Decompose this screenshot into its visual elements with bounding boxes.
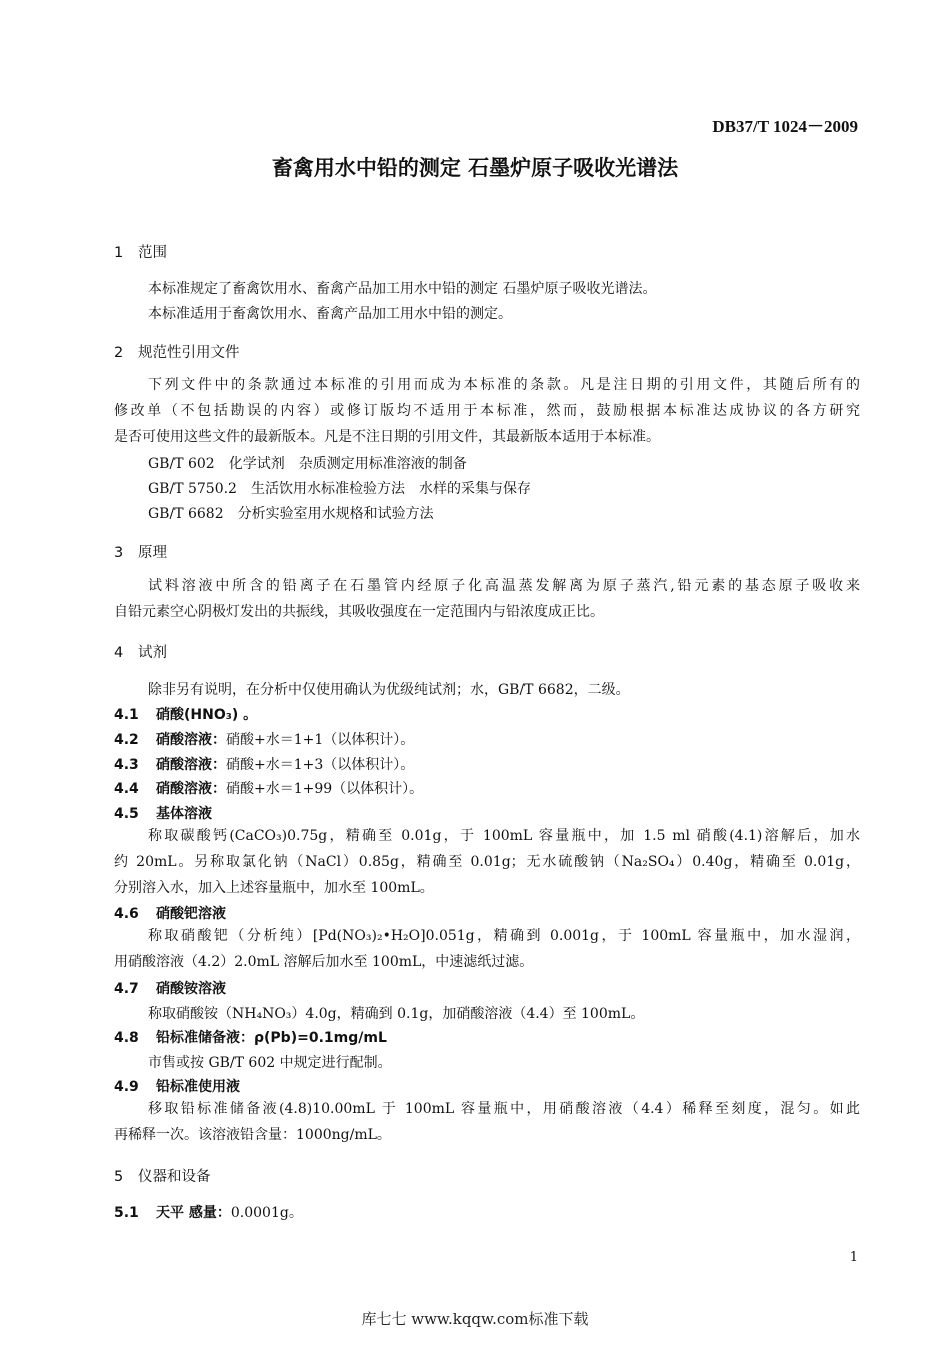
paragraph: 市售或按 GB/T 602 中规定进行配制。 [148, 1055, 392, 1071]
paragraph-line: 称取碳酸钙(CaCO₃)0.75g，精确至 0.01g，于 100mL 容量瓶中，加 1.5 ml 硝酸(4.1)溶解后，加水 [148, 828, 860, 844]
clause-text: 0.0001g。 [230, 1205, 303, 1221]
clause-title: 硝酸溶液： [156, 781, 226, 797]
clause-number: 4.5 [114, 806, 139, 822]
paragraph: 本标准适用于畜禽饮用水、畜禽产品加工用水中铅的测定。 [148, 306, 512, 322]
clause-title: 硝酸(HNO₃) 。 [156, 707, 258, 723]
clause-number: 4.7 [114, 981, 139, 997]
clause-title: 硝酸溶液： [156, 757, 226, 773]
section-title: 试剂 [138, 645, 167, 661]
section-3-heading [114, 541, 167, 562]
paragraph-line: 移取铅标准储备液(4.8)10.00mL 于 100mL 容量瓶中，用硝酸溶液（4.4）稀释至刻度，混匀。如此 [148, 1101, 860, 1117]
clause-title: 硝酸溶液： [156, 732, 226, 748]
section-2-heading [114, 341, 240, 362]
clause-title: 硝酸钯溶液 [156, 906, 226, 922]
paragraph-line: 下列文件中的条款通过本标准的引用而成为本标准的条款。凡是注日期的引用文件，其随后所有的 [148, 377, 860, 393]
footer-watermark: 库七七 www.kqqw.com标准下载 [361, 1310, 589, 1328]
section-title: 原理 [138, 545, 167, 561]
reference-item: GB/T 5750.2 生活饮用水标准检验方法 水样的采集与保存 [148, 481, 531, 497]
clause-number: 4.4 [114, 781, 139, 797]
clause-number: 4.2 [114, 732, 139, 748]
page-number: 1 [849, 1250, 858, 1265]
section-number: 5 [114, 1169, 124, 1185]
paragraph-line: 自铅元素空心阴极灯发出的共振线，其吸收强度在一定范围内与铅浓度成正比。 [114, 604, 604, 620]
clause-title: 铅标准储备液：ρ(Pb)=0.1mg/mL [156, 1030, 387, 1046]
paragraph-line: 分别溶入水，加入上述容量瓶中，加水至 100mL。 [114, 880, 434, 896]
paragraph [114, 1096, 860, 1148]
paragraph [114, 372, 860, 450]
clause-4-7 [114, 978, 226, 998]
paragraph: 本标准规定了畜禽饮用水、畜禽产品加工用水中铅的测定 石墨炉原子吸收光谱法。 [148, 281, 657, 297]
paragraph [114, 573, 860, 625]
clause-4-1 [114, 704, 257, 724]
section-number: 2 [114, 345, 124, 361]
paragraph [114, 923, 860, 975]
clause-text: 硝酸+水＝1+1（以体积计）。 [226, 732, 415, 748]
paragraph-line: 修改单（不包括勘误的内容）或修订版均不适用于本标准，然而，鼓励根据本标准达成协议的各方研究 [114, 403, 860, 419]
clause-4-9 [114, 1076, 240, 1096]
section-number: 3 [114, 545, 124, 561]
section-number: 1 [114, 245, 124, 261]
clause-4-8 [114, 1027, 387, 1047]
paragraph-line: 试料溶液中所含的铅离子在石墨管内经原子化高温蒸发解离为原子蒸汽,铅元素的基态原子吸收来 [148, 578, 860, 594]
section-5-heading [114, 1165, 211, 1186]
clause-number: 4.8 [114, 1030, 139, 1046]
clause-title: 基体溶液 [156, 806, 212, 822]
standard-number: DB37/T 1024－2009 [712, 117, 858, 136]
clause-number: 4.9 [114, 1079, 139, 1095]
reference-item: GB/T 6682 分析实验室用水规格和试验方法 [148, 506, 434, 522]
clause-5-1 [114, 1202, 303, 1222]
paragraph: 除非另有说明，在分析中仅使用确认为优级纯试剂；水，GB/T 6682，二级。 [148, 682, 630, 698]
clause-title: 硝酸铵溶液 [156, 981, 226, 997]
clause-title: 天平 感量： [156, 1205, 231, 1221]
reference-item: GB/T 602 化学试剂 杂质测定用标准溶液的制备 [148, 456, 467, 472]
paragraph-line: 用硝酸溶液（4.2）2.0mL 溶解后加水至 100mL，中速滤纸过滤。 [114, 954, 534, 970]
paragraph-line: 称取硝酸钯（分析纯）[Pd(NO₃)₂•H₂O]0.051g，精确到 0.001g，于 100mL 容量瓶中，加水湿润， [148, 928, 860, 944]
section-4-heading [114, 641, 167, 662]
clause-4-5 [114, 803, 212, 823]
clause-number: 4.1 [114, 707, 139, 723]
paragraph-line: 是否可使用这些文件的最新版本。凡是不注日期的引用文件，其最新版本适用于本标准。 [114, 429, 660, 445]
clause-number: 5.1 [114, 1205, 139, 1221]
clause-number: 4.6 [114, 906, 139, 922]
section-1-heading [114, 241, 167, 262]
clause-4-4 [114, 778, 423, 798]
paragraph: 称取硝酸铵（NH₄NO₃）4.0g，精确到 0.1g，加硝酸溶液（4.4）至 100mL。 [148, 1006, 645, 1022]
document-title: 畜禽用水中铅的测定 石墨炉原子吸收光谱法 [271, 156, 679, 180]
section-title: 仪器和设备 [138, 1169, 211, 1185]
paragraph-line: 约 20mL。另称取氯化钠（NaCl）0.85g，精确至 0.01g；无水硫酸钠（Na₂SO₄）0.40g，精确至 0.01g， [114, 854, 860, 870]
clause-title: 铅标准使用液 [156, 1079, 240, 1095]
clause-text: 硝酸+水＝1+3（以体积计）。 [226, 757, 415, 773]
section-number: 4 [114, 645, 124, 661]
clause-4-6 [114, 903, 226, 923]
clause-number: 4.3 [114, 757, 139, 773]
paragraph-line: 再稀释一次。该溶液铅含量：1000ng/mL。 [114, 1127, 391, 1143]
section-title: 规范性引用文件 [138, 345, 240, 361]
clause-text: 硝酸+水＝1+99（以体积计）。 [226, 781, 424, 797]
section-title: 范围 [138, 245, 167, 261]
paragraph [114, 823, 860, 901]
clause-4-2 [114, 729, 414, 749]
clause-4-3 [114, 754, 414, 774]
